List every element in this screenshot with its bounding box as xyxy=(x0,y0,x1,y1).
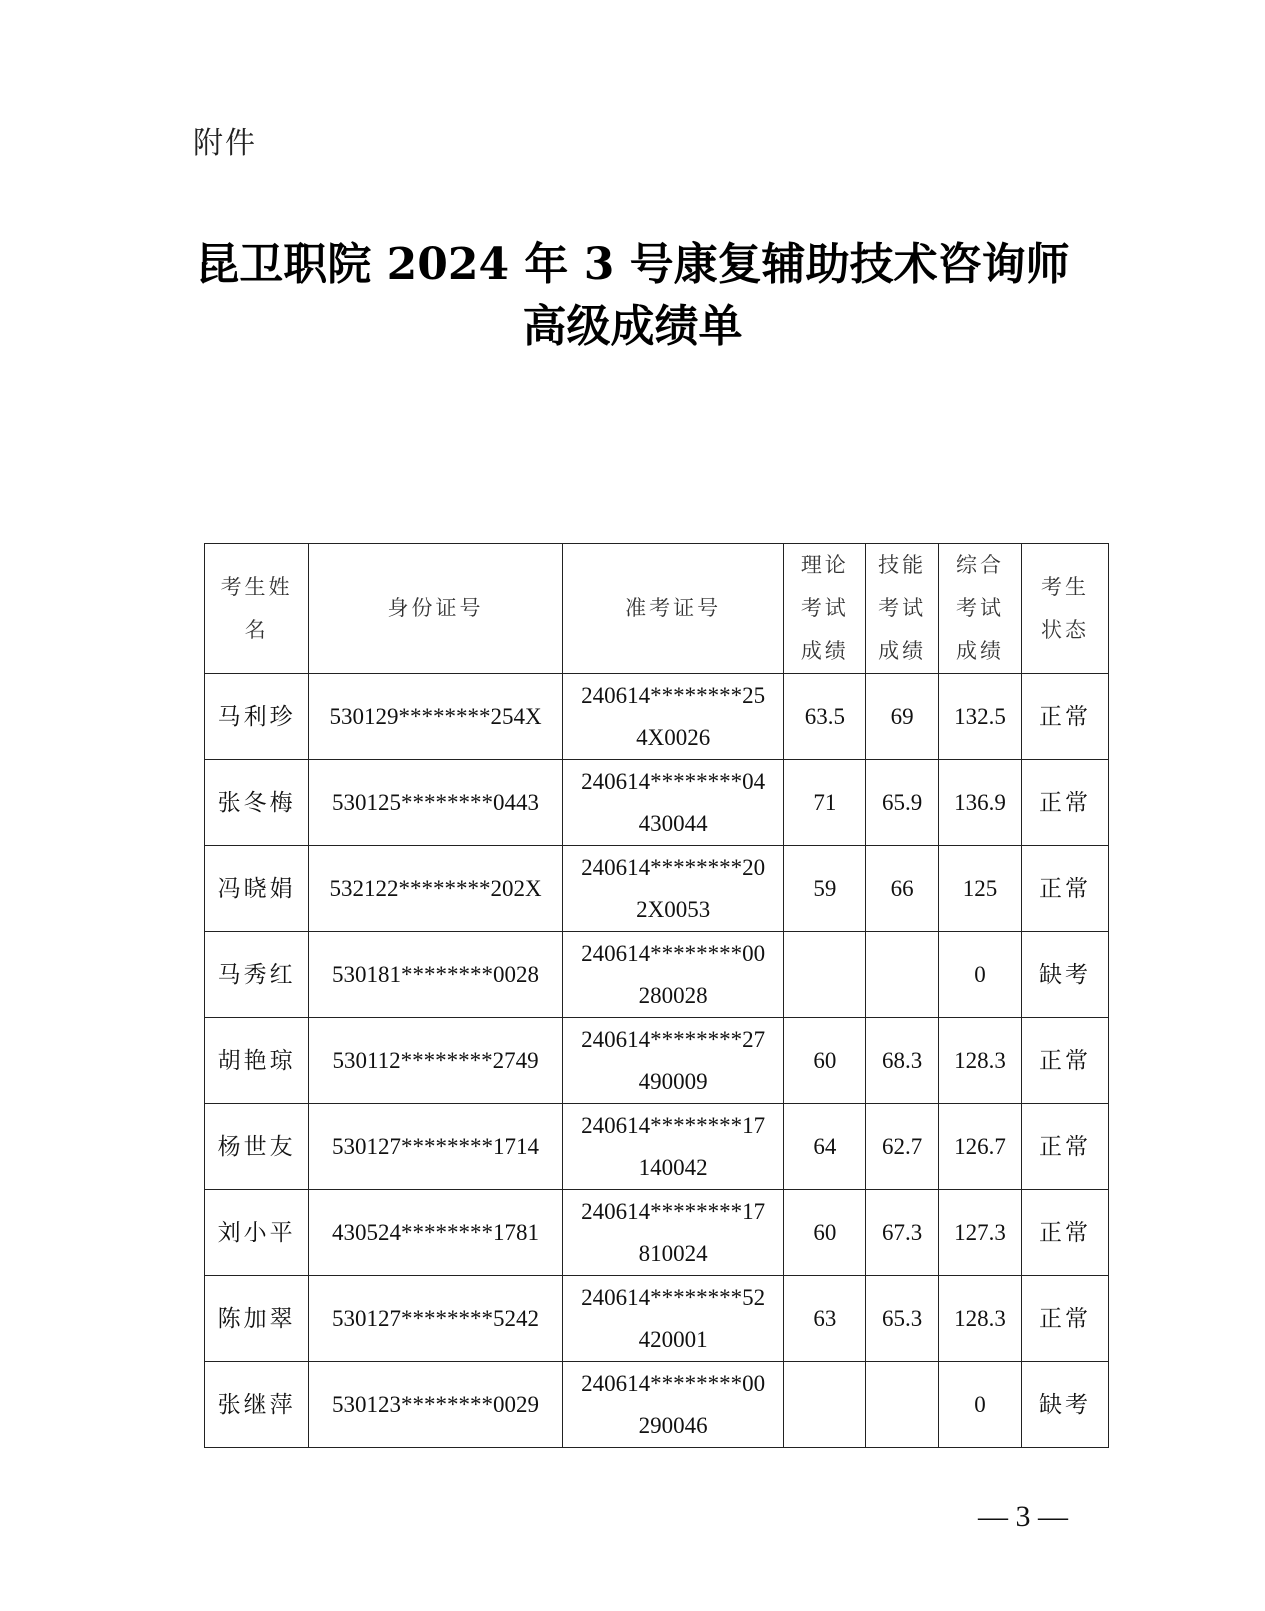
cell-status: 正常 xyxy=(1021,1276,1108,1362)
cell-id: 530127********1714 xyxy=(309,1104,563,1190)
admission-line1: 240614********00 xyxy=(581,1370,766,1396)
cell-name: 胡艳琼 xyxy=(205,1018,309,1104)
table-row xyxy=(205,1362,1109,1448)
header-status-line1: 考生 xyxy=(1040,574,1089,599)
header-row xyxy=(205,544,1109,674)
cell-total: 136.9 xyxy=(939,760,1022,846)
cell-total: 127.3 xyxy=(939,1190,1022,1276)
cell-theory: 59 xyxy=(784,846,866,932)
cell-name: 马利珍 xyxy=(205,674,309,760)
cell-status: 正常 xyxy=(1021,1018,1108,1104)
cell-name: 陈加翠 xyxy=(205,1276,309,1362)
admission-line2: 140042 xyxy=(638,1154,708,1180)
cell-admission xyxy=(562,1104,783,1190)
cell-status: 缺考 xyxy=(1021,932,1108,1018)
cell-total: 128.3 xyxy=(939,1276,1022,1362)
cell-admission xyxy=(562,1276,783,1362)
cell-status: 缺考 xyxy=(1021,1362,1108,1448)
table-row xyxy=(205,846,1109,932)
admission-line1: 240614********17 xyxy=(581,1198,766,1224)
cell-skill: 66 xyxy=(866,846,939,932)
header-theory-line3: 成绩 xyxy=(800,639,849,663)
admission-line1: 240614********27 xyxy=(581,1026,766,1052)
page-number: — 3 — xyxy=(978,1500,1068,1533)
cell-admission xyxy=(562,1018,783,1104)
cell-total: 126.7 xyxy=(939,1104,1022,1190)
attachment-label: 附件 xyxy=(193,126,257,161)
header-total-line1: 综合 xyxy=(956,553,1005,577)
cell-status: 正常 xyxy=(1021,1190,1108,1276)
cell-total: 132.5 xyxy=(939,674,1022,760)
admission-line1: 240614********17 xyxy=(581,1112,766,1138)
cell-name: 刘小平 xyxy=(205,1190,309,1276)
cell-status: 正常 xyxy=(1021,674,1108,760)
cell-total: 0 xyxy=(939,932,1022,1018)
cell-theory: 60 xyxy=(784,1018,866,1104)
header-id: 身份证号 xyxy=(309,544,563,674)
header-total-line2: 考试 xyxy=(956,596,1005,620)
cell-theory xyxy=(784,1362,866,1448)
cell-theory: 60 xyxy=(784,1190,866,1276)
header-theory-line1: 理论 xyxy=(800,553,849,577)
admission-line2: 4X0026 xyxy=(636,724,711,750)
table-row xyxy=(205,1018,1109,1104)
table-row xyxy=(205,760,1109,846)
cell-skill: 62.7 xyxy=(866,1104,939,1190)
cell-total: 128.3 xyxy=(939,1018,1022,1104)
cell-theory: 64 xyxy=(784,1104,866,1190)
header-status-line2: 状态 xyxy=(1040,617,1089,642)
admission-line2: 2X0053 xyxy=(636,896,711,922)
cell-theory: 71 xyxy=(784,760,866,846)
admission-line1: 240614********25 xyxy=(581,682,766,708)
admission-line2: 430044 xyxy=(638,810,708,836)
cell-theory xyxy=(784,932,866,1018)
cell-admission xyxy=(562,846,783,932)
header-skill-line2: 考试 xyxy=(878,596,927,620)
header-total-line3: 成绩 xyxy=(956,639,1005,663)
header-skill xyxy=(866,544,939,674)
admission-line1: 240614********20 xyxy=(581,854,766,880)
cell-admission xyxy=(562,1190,783,1276)
table-row xyxy=(205,932,1109,1018)
cell-skill: 65.3 xyxy=(866,1276,939,1362)
cell-name: 冯晓娟 xyxy=(205,846,309,932)
table-row xyxy=(205,1190,1109,1276)
header-theory-line2: 考试 xyxy=(800,596,849,620)
cell-admission xyxy=(562,932,783,1018)
cell-total: 0 xyxy=(939,1362,1022,1448)
cell-id: 530181********0028 xyxy=(309,932,563,1018)
table-row xyxy=(205,1104,1109,1190)
header-total xyxy=(939,544,1022,674)
cell-id: 532122********202X xyxy=(309,846,563,932)
header-skill-line3: 成绩 xyxy=(878,639,927,663)
cell-name: 杨世友 xyxy=(205,1104,309,1190)
cell-skill: 65.9 xyxy=(866,760,939,846)
cell-skill: 69 xyxy=(866,674,939,760)
cell-id: 530123********0029 xyxy=(309,1362,563,1448)
header-name-line2: 名 xyxy=(244,617,269,642)
document-title-line1: 昆卫职院 2024 年 3 号康复辅助技术咨询师 xyxy=(195,239,1070,290)
cell-admission xyxy=(562,760,783,846)
cell-name: 马秀红 xyxy=(205,932,309,1018)
cell-theory: 63.5 xyxy=(784,674,866,760)
header-status xyxy=(1021,544,1108,674)
cell-skill: 68.3 xyxy=(866,1018,939,1104)
admission-line2: 280028 xyxy=(638,982,708,1008)
admission-line1: 240614********04 xyxy=(581,768,766,794)
cell-id: 530127********5242 xyxy=(309,1276,563,1362)
cell-skill xyxy=(866,1362,939,1448)
table-row xyxy=(205,1276,1109,1362)
score-table xyxy=(204,543,1109,1448)
header-theory xyxy=(784,544,866,674)
cell-name: 张冬梅 xyxy=(205,760,309,846)
admission-line1: 240614********52 xyxy=(581,1284,766,1310)
header-name xyxy=(205,544,309,674)
cell-skill: 67.3 xyxy=(866,1190,939,1276)
cell-id: 430524********1781 xyxy=(309,1190,563,1276)
cell-id: 530129********254X xyxy=(309,674,563,760)
cell-status: 正常 xyxy=(1021,846,1108,932)
cell-admission xyxy=(562,674,783,760)
cell-status: 正常 xyxy=(1021,1104,1108,1190)
admission-line1: 240614********00 xyxy=(581,940,766,966)
table-row xyxy=(205,674,1109,760)
cell-id: 530125********0443 xyxy=(309,760,563,846)
admission-line2: 490009 xyxy=(638,1068,708,1094)
document-title-line2: 高级成绩单 xyxy=(522,301,743,352)
header-admission: 准考证号 xyxy=(562,544,783,674)
cell-status: 正常 xyxy=(1021,760,1108,846)
cell-skill xyxy=(866,932,939,1018)
admission-line2: 810024 xyxy=(638,1240,708,1266)
header-name-line1: 考生姓 xyxy=(220,574,293,599)
cell-total: 125 xyxy=(939,846,1022,932)
cell-theory: 63 xyxy=(784,1276,866,1362)
cell-id: 530112********2749 xyxy=(309,1018,563,1104)
header-skill-line1: 技能 xyxy=(878,553,927,577)
admission-line2: 420001 xyxy=(638,1326,708,1352)
cell-name: 张继萍 xyxy=(205,1362,309,1448)
cell-admission xyxy=(562,1362,783,1448)
admission-line2: 290046 xyxy=(638,1412,708,1438)
